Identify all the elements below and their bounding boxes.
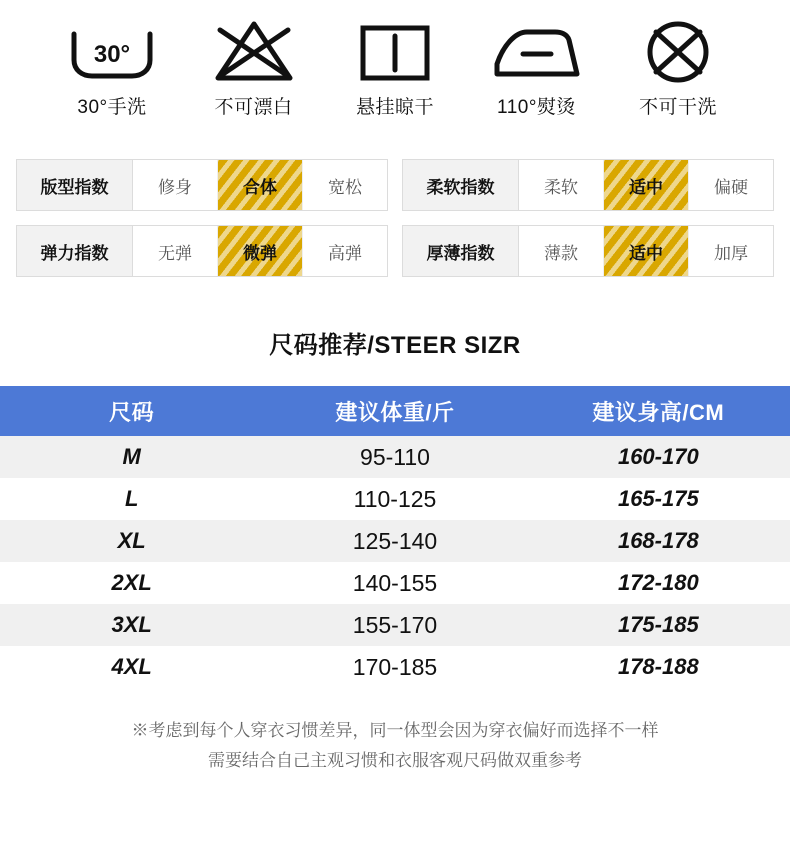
- index-option-selected[interactable]: 合体: [218, 160, 303, 210]
- size-cell-weight: 155-170: [263, 604, 526, 646]
- table-row: [0, 436, 790, 478]
- size-cell-height: 165-175: [527, 478, 790, 520]
- index-option[interactable]: 宽松: [328, 177, 362, 197]
- size-note-line: 需要结合自己主观习惯和衣服客观尺码做双重参考: [208, 751, 582, 770]
- index-option-selected[interactable]: 适中: [604, 226, 689, 276]
- index-group-fit: [16, 159, 388, 211]
- table-row: [0, 562, 790, 604]
- no-dry-clean-icon: [630, 14, 726, 88]
- svg-text:30°: 30°: [93, 41, 131, 68]
- size-column-header-weight: 建议体重/斤: [263, 386, 526, 436]
- index-group-elasticity: [16, 225, 388, 277]
- size-column-header-height: 建议身高/CM: [527, 386, 790, 436]
- care-label: 不可干洗: [638, 97, 717, 118]
- size-table: [0, 386, 790, 688]
- index-group-thickness: [402, 225, 774, 277]
- index-row-1: [16, 159, 774, 211]
- index-option[interactable]: 加厚: [714, 243, 748, 263]
- index-option-selected[interactable]: 适中: [604, 160, 689, 210]
- index-option-selected[interactable]: 微弹: [218, 226, 303, 276]
- size-cell-height: 175-185: [527, 604, 790, 646]
- hand-wash-30-icon: [64, 14, 160, 88]
- size-cell-size: XL: [0, 520, 263, 562]
- size-cell-size: 2XL: [0, 562, 263, 604]
- line-dry-icon: [347, 14, 443, 88]
- table-row: [0, 478, 790, 520]
- size-cell-weight: 110-125: [263, 478, 526, 520]
- care-item-iron: [477, 14, 597, 119]
- index-block: [0, 119, 790, 277]
- table-row: [0, 646, 790, 688]
- index-title: 弹力指数: [17, 226, 133, 276]
- care-label: 110°熨烫: [497, 97, 576, 118]
- size-note-line: ※考虑到每个人穿衣习惯差异，同一体型会因为穿衣偏好而选择不一样: [131, 721, 659, 740]
- index-option[interactable]: 柔软: [519, 160, 604, 210]
- iron-110-icon: [489, 14, 585, 88]
- size-notes: [0, 716, 790, 776]
- size-cell-weight: 140-155: [263, 562, 526, 604]
- table-row: [0, 520, 790, 562]
- table-row: [0, 604, 790, 646]
- size-recommendation-title: 尺码推荐/STEER SIZR: [269, 332, 521, 359]
- size-cell-weight: 125-140: [263, 520, 526, 562]
- size-cell-size: L: [0, 478, 263, 520]
- index-row-2: [16, 225, 774, 277]
- size-table-header-row: [0, 386, 790, 436]
- index-title: 厚薄指数: [403, 226, 519, 276]
- size-cell-height: 178-188: [527, 646, 790, 688]
- care-item-line-dry: [335, 14, 455, 119]
- size-cell-height: 168-178: [527, 520, 790, 562]
- care-item-no-dry-clean: [618, 14, 738, 119]
- care-item-no-bleach: [194, 14, 314, 119]
- index-option[interactable]: 无弹: [133, 226, 218, 276]
- size-cell-height: 172-180: [527, 562, 790, 604]
- size-cell-weight: 95-110: [263, 436, 526, 478]
- care-item-hand-wash: [52, 14, 172, 119]
- size-cell-weight: 170-185: [263, 646, 526, 688]
- index-option[interactable]: 修身: [133, 160, 218, 210]
- care-symbols-row: [0, 0, 790, 119]
- index-option[interactable]: 薄款: [519, 226, 604, 276]
- size-column-header-size: 尺码: [0, 386, 263, 436]
- size-cell-size: M: [0, 436, 263, 478]
- index-group-softness: [402, 159, 774, 211]
- size-cell-size: 3XL: [0, 604, 263, 646]
- care-label: 30°手洗: [77, 97, 147, 118]
- index-option[interactable]: 偏硬: [714, 177, 748, 197]
- size-cell-height: 160-170: [527, 436, 790, 478]
- index-title: 柔软指数: [403, 160, 519, 210]
- care-label: 不可漂白: [214, 97, 293, 118]
- care-label: 悬挂晾干: [355, 97, 434, 118]
- no-bleach-icon: [206, 14, 302, 88]
- index-option[interactable]: 高弹: [328, 243, 362, 263]
- index-title: 版型指数: [17, 160, 133, 210]
- size-cell-size: 4XL: [0, 646, 263, 688]
